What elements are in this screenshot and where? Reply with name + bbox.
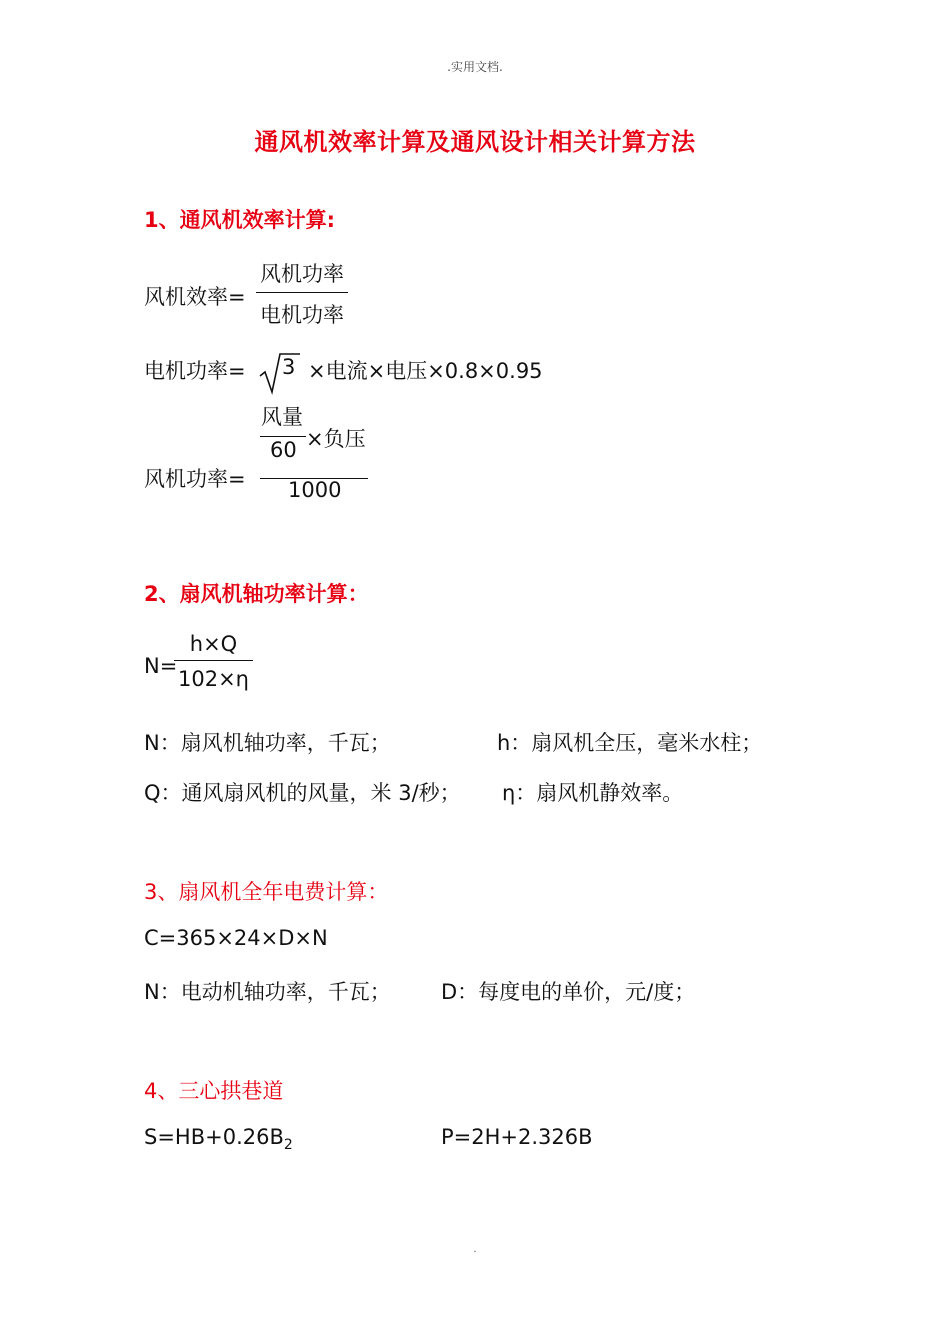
eq1-fraction: [256, 258, 348, 329]
eq1-numerator: 风机功率: [260, 262, 344, 286]
eq-n-fraction: [174, 632, 253, 691]
eq2-radicand: 3: [282, 355, 296, 379]
eq2-lhs: 电机功率=: [144, 359, 246, 383]
eq3-inner-denominator: 60: [270, 438, 297, 462]
eq3-inner-bar: [260, 436, 306, 437]
perimeter-formula: P=2H+2.326B: [441, 1125, 593, 1149]
eq-n-lhs: N=: [144, 654, 178, 678]
definition-n: N：扇风机轴功率，千瓦；: [144, 731, 391, 755]
section-1-heading: 1、通风机效率计算:: [144, 208, 336, 232]
area-formula-main: S=HB+0.26B: [144, 1125, 284, 1149]
section-4-heading: 4、三心拱巷道: [144, 1079, 284, 1103]
definition-h: h：扇风机全压，毫米水柱；: [497, 731, 763, 755]
sqrt-symbol-icon: [258, 350, 302, 396]
area-formula: [144, 1125, 293, 1153]
electricity-cost-formula: C=365×24×D×N: [144, 926, 328, 950]
eq3-denominator: 1000: [288, 478, 342, 502]
page-header: .实用文档.: [447, 60, 503, 74]
definition-eta: η：扇风机静效率。: [502, 781, 684, 805]
eq2-rest: ×电流×电压×0.8×0.95: [308, 359, 543, 383]
eq3-times-term: ×负压: [306, 427, 366, 451]
document-title: 通风机效率计算及通风设计相关计算方法: [254, 128, 696, 156]
definition-unit-price: D：每度电的单价，元/度；: [441, 980, 696, 1004]
eq1-lhs: 风机效率=: [144, 285, 246, 309]
eq-n-fraction-bar: [174, 660, 253, 661]
section-3-heading: 3、扇风机全年电费计算：: [144, 880, 389, 904]
section-2-heading: 2、扇风机轴功率计算：: [144, 582, 369, 606]
eq3-lhs: 风机功率=: [144, 467, 246, 491]
eq-n-denominator: 102×η: [178, 667, 249, 691]
eq1-fraction-bar: [256, 292, 348, 293]
eq1-denominator: 电机功率: [260, 303, 344, 327]
definition-q: Q：通风扇风机的风量，米 3/秒；: [144, 781, 461, 805]
eq-n-numerator: h×Q: [189, 632, 238, 656]
definition-motor-power: N：电动机轴功率，千瓦；: [144, 980, 391, 1004]
area-formula-subscript: 2: [283, 1137, 293, 1154]
page-footer: .: [473, 1244, 477, 1255]
eq3-inner-numerator: 风量: [261, 405, 303, 429]
